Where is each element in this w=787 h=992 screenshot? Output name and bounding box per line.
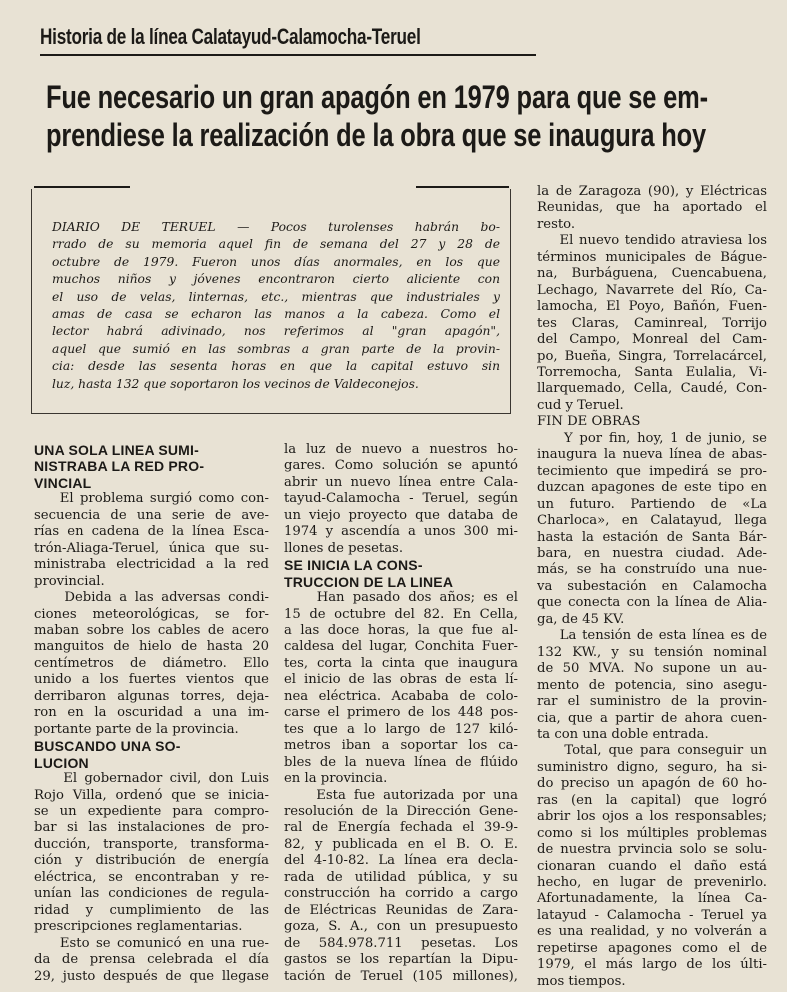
text-line: trón-Aliaga-Teruel, única que su- (34, 540, 269, 556)
text-line: términos municipales de Bágue- (537, 249, 767, 265)
text-line: tes Claras, Caminreal, Torrijo (537, 315, 767, 331)
text-line: ta con una doble entrada. (537, 726, 709, 742)
subheading: FIN DE OBRAS (537, 414, 641, 430)
text-line: El gobernador civil, don Luis (34, 771, 269, 787)
text-line: de 50 MVA. No supone un au- (537, 661, 767, 677)
text-line: mos tiempos. (537, 973, 626, 989)
text-line: po, Bueña, Singra, Torrelacárcel, (537, 348, 767, 364)
text-line: ciones meteorológicas, se for- (34, 606, 269, 622)
text-line: nea eléctrica. Acababa de colo- (284, 688, 518, 704)
intro-line: DIARIO DE TERUEL — Pocos turolenses habrán bo- (52, 220, 500, 234)
text-line: tayud-Calamocha - Teruel, según (284, 491, 518, 507)
text-line: un viejo proyecto que databa de (284, 507, 518, 523)
text-line: bara, en nuestra ciudad. Ade- (537, 545, 767, 561)
text-line: 82, y publicada en el B. O. E. (284, 836, 518, 852)
text-line: ga, de 45 KV. (537, 611, 625, 627)
text-line: provincial. (34, 573, 105, 589)
text-line: portante parte de la provincia. (34, 721, 239, 737)
text-line: es una realidad, y no volverán a (537, 924, 767, 940)
text-line: rada de utilidad pública, y su (284, 869, 518, 885)
subheading: NISTRABA LA RED PRO- (34, 458, 205, 475)
text-line: ras (en la capital) que logró (537, 792, 767, 808)
text-line: metros iban a soportar los ca- (284, 738, 518, 754)
intro-line: lector habrá adivinado, nos referimos al "gran apagón", (52, 324, 500, 339)
intro-line: amas de casa se echaron las manos a la cabeza. Como el (52, 307, 500, 322)
subheading: BUSCANDO UNA SO- (34, 738, 181, 755)
text-line: centímetros de diámetro. Ello (34, 655, 269, 671)
text-line: Reunidas, que ha aportado el (537, 200, 767, 216)
text-line: goza, S. A., con un presupuesto (284, 919, 518, 935)
text-line: tes, corta la cinta que inaugura (284, 655, 518, 671)
intro-rule-left (34, 186, 130, 188)
text-line: se un expediente para compro- (34, 803, 269, 819)
text-line: ron en la oscuridad a una im- (34, 705, 269, 721)
subheading: TRUCCION DE LA LINEA (284, 573, 454, 590)
text-line: ral de Energía fechada el 39-9- (284, 820, 518, 836)
intro-line: muchos niños y jóvenes encontraron cierto aliciente con (52, 272, 500, 287)
text-line: gares. Como solución se apuntó (284, 458, 518, 474)
text-line: de 584.978.711 pesetas. Los (284, 935, 518, 951)
text-line: rar el suministro de la provin- (537, 694, 767, 710)
text-line: resolución de la Dirección Gene- (284, 803, 518, 819)
subheading: SE INICIA LA CONS- (284, 557, 423, 574)
text-line: en la provincia. (284, 771, 388, 787)
subheading: VINCIAL (34, 474, 92, 491)
intro-text (52, 219, 500, 393)
text-line: da de prensa celebrada el día (34, 952, 269, 968)
text-line: Charloca», en Calatayud, llega (537, 513, 767, 529)
text-line: ministraba electricidad a la red (34, 557, 269, 573)
intro-line: rrado de su memoria aquel fin de semana del 27 y 28 de (52, 237, 500, 252)
text-line: Han pasado dos años; es el (284, 590, 518, 606)
text-line: eléctrica, se encontraban y re- (34, 869, 269, 885)
text-line: lamocha, El Poyo, Bañón, Fuen- (537, 299, 767, 315)
text-line: La tensión de esta línea es de (537, 628, 767, 644)
text-line: el inicio de las obras de esta lí- (284, 672, 518, 688)
text-line: inaugura la nueva línea de abas- (537, 447, 767, 463)
text-line: ción y distribución de energía (34, 853, 269, 869)
section-rule (40, 54, 536, 56)
text-line: 1974 y ascendía a unos 300 mi- (284, 524, 518, 540)
text-line: derribaron algunas torres, deja- (34, 688, 269, 704)
text-line: a las doce horas, la que fue al- (284, 622, 518, 638)
text-line: do preciso un apagón de 60 ho- (537, 776, 767, 792)
text-line: construcción ha corrido a cargo (284, 886, 518, 902)
text-line: Lechago, Navarrete del Río, Ca- (537, 282, 767, 298)
text-line: 29, justo después de que llegase (34, 968, 269, 984)
headline-line: prendiese la realización de la obra que se inaugura hoy (46, 117, 706, 153)
text-line: duzcan apagones de este tipo en (537, 480, 767, 496)
text-line: carse el primero de los 448 pos- (284, 705, 518, 721)
text-line: gastos se los repartían la Dipu- (284, 952, 518, 968)
text-line: mento de potencia, sino asegu- (537, 677, 767, 693)
text-line: suministro digno, seguro, ha si- (537, 759, 767, 775)
text-line: llones de pesetas. (284, 540, 404, 556)
text-line: Torremocha, Santa Eulalia, Vi- (537, 364, 767, 380)
text-line: Afortunadamente, la línea Ca- (537, 891, 767, 907)
text-line: 1979, el más largo de los últi- (537, 957, 767, 973)
text-line: cionaran cuando el daño está (537, 858, 767, 874)
text-line: caldesa del lugar, Conchita Fuer- (284, 639, 518, 655)
section-label: Historia de la línea Calatayud-Calamocha-Teruel (40, 24, 421, 49)
text-line: 15 de octubre del 82. En Cella, (284, 606, 518, 622)
column-3 (537, 184, 767, 990)
text-line: hasta la estación de Santa Bár- (537, 529, 767, 545)
text-line: prescripciones reglamentarias. (34, 919, 243, 935)
text-line: hecho, en lugar de prevenirlo. (537, 875, 767, 891)
column-2 (284, 442, 518, 985)
headline (46, 78, 762, 154)
intro-line: cia: desde las sesenta horas en que la capital estuvo sin (52, 359, 500, 374)
text-line: bles de la nueva línea de flúido (284, 754, 518, 770)
text-line: la luz de nuevo a nuestros ho- (284, 442, 518, 457)
text-line: ducción, transporte, transforma- (34, 836, 269, 852)
text-line: 132 KW., y su tensión nominal (537, 644, 767, 660)
text-line: Total, que para conseguir un (537, 743, 767, 759)
text-line: tes que a lo largo de 127 kiló- (284, 721, 518, 737)
text-line: ridad y cumplimiento de las (34, 902, 269, 918)
text-line: cia, que a partir de ahora cuen- (537, 710, 767, 726)
text-line: llarquemado, Cella, Caudé, Con- (537, 381, 767, 397)
text-line: más, se ha construído una nue- (537, 562, 767, 578)
text-line: que conecta con la línea de Alia- (537, 595, 767, 611)
text-line: unían las condiciones de regula- (34, 886, 269, 902)
text-line: bar si las instalaciones de pro- (34, 820, 269, 836)
text-line: na, Burbáguena, Cuencabuena, (537, 266, 767, 282)
column-1 (34, 442, 269, 985)
text-line: tecimiento que impedirá se pro- (537, 463, 767, 479)
text-line: abrir los ojos a los responsables; (537, 809, 767, 825)
text-line: latayud - Calamocha - Teruel ya (537, 907, 767, 923)
intro-line: el uso de velas, linternas, etc., mientras que industriales y (52, 289, 500, 304)
text-line: va subestación en Calamocha (537, 578, 767, 594)
intro-rule-right (416, 186, 509, 188)
text-line: maban sobre los cables de acero (34, 622, 269, 638)
text-line: Debida a las adversas condi- (34, 590, 269, 606)
intro-line: octubre de 1979. Fueron unos días anormales, en los que (52, 254, 500, 269)
text-line: del Campo, Monreal del Cam- (537, 332, 767, 348)
headline-line: Fue necesario un gran apagón en 1979 para que se em- (46, 79, 708, 115)
text-line: repetirse apagones como el de (537, 940, 767, 956)
text-line: secuencia de una serie de ave- (34, 507, 269, 523)
text-line: Esta fue autorizada por una (284, 787, 518, 803)
subheading: UNA SOLA LINEA SUMI- (34, 442, 199, 458)
text-line: como si los múltiples problemas (537, 825, 767, 841)
text-line: cud y Teruel. (537, 397, 624, 413)
text-line: del 4-10-82. La línea era decla- (284, 853, 518, 869)
text-line: rías en cadena de la línea Esca- (34, 524, 269, 540)
text-line: la de Zaragoza (90), y Eléctricas (537, 184, 767, 199)
text-line: un futuro. Partiendo de «La (537, 496, 767, 512)
text-line: resto. (537, 216, 576, 232)
text-line: de Eléctricas Reunidas de Zara- (284, 902, 518, 918)
text-line: Rojo Villa, ordenó que se inicia- (34, 787, 269, 803)
text-line: abrir un nuevo línea entre Cala- (284, 474, 518, 490)
subheading: LUCION (34, 754, 89, 771)
text-line: El nuevo tendido atraviesa los (537, 233, 767, 249)
text-line: de nuestra prvincia solo se solu- (537, 842, 767, 858)
text-line: Y por fin, hoy, 1 de junio, se (537, 430, 767, 446)
text-line: tación de Teruel (105 millones), (284, 968, 518, 984)
text-line: unido a los fuertes vientos que (34, 672, 269, 688)
intro-line: luz, hasta 132 que soportaron los vecinos de Valdeconejos. (52, 376, 419, 391)
intro-line: aquel que sumió en las sombras a gran parte de la provin- (52, 341, 500, 356)
text-line: Esto se comunicó en una rue- (34, 935, 269, 951)
text-line: manguitos de hielo de hasta 20 (34, 639, 269, 655)
text-line: El problema surgió como con- (34, 491, 269, 507)
